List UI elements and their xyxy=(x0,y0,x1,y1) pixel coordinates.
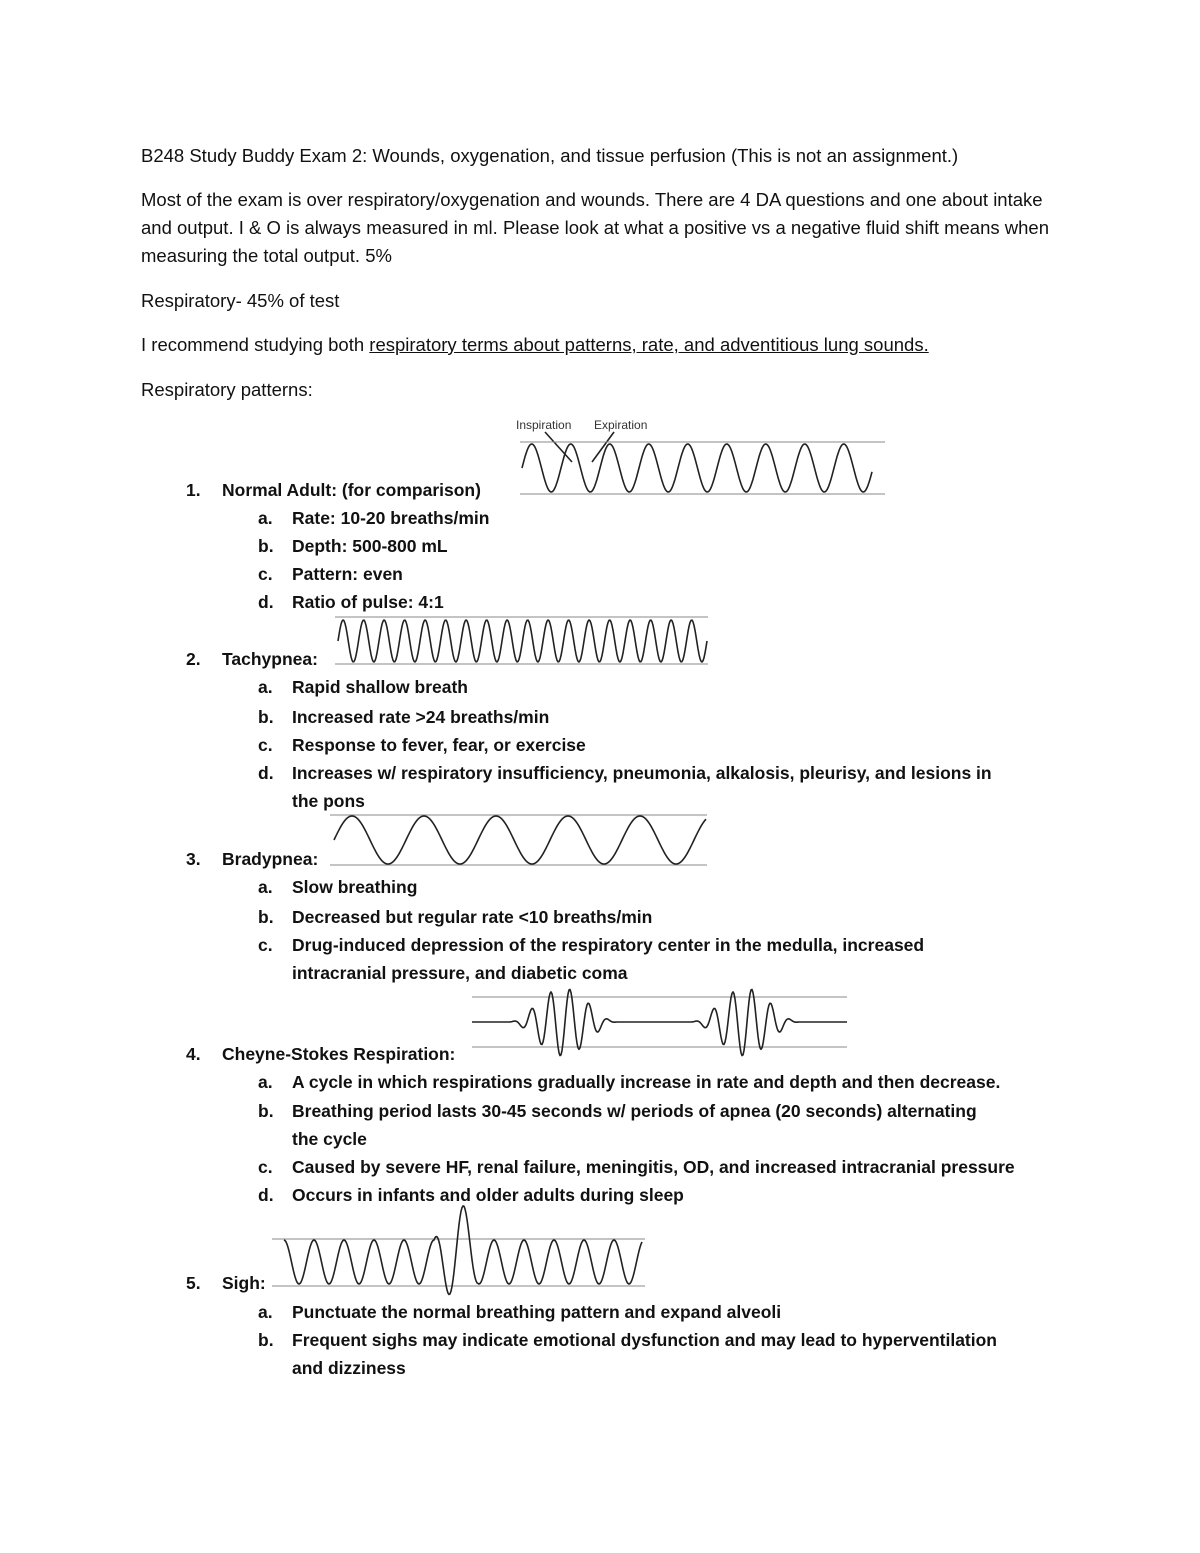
normal-trace xyxy=(522,444,872,492)
tachypnea-trace xyxy=(338,620,707,662)
sigh-trace xyxy=(284,1206,642,1295)
pattern-number: 1. xyxy=(186,480,201,500)
sigh-waveform xyxy=(272,1206,652,1292)
patterns-heading: Respiratory patterns: xyxy=(141,379,313,400)
document-page: B248 Study Buddy Exam 2: Wounds, oxygenation, and tissue perfusion (This is not an assignment.) Most of the exam is over respiratory/oxygenation and wounds. There are 4 DA questions and one about intake and output. I & O is always measured in ml. Please look at what a positive vs a negative fluid shift means when measuring the total output. 5% Respiratory- 45% of test I recommend studying both respiratory terms about patterns, rate, and adventitious lung sounds. Respiratory patterns: 1. Normal Adult: (for comparison) a. Rate: 10-20 breaths/min b. Depth: 500-800 mL c. Pattern: even d. Ratio of pulse: 4:1 2. Tachypnea: a. Rapid shallow breath b. Increased rate >24 breaths/min c. Response to fever, fear, or exercise d. Increases w/ respiratory insufficiency, pneumonia, alkalosis, pleurisy, and lesions in the pons 3. Bradypnea: a. Slow breathing b. Decreased but regular rate <10 breaths/min c. Drug-induced depression of the respiratory center in the medulla, increased intracranial pressure, and diabetic coma 4. Cheyne-Stokes Respiration: a. A cycle in which respirations gradually increase in rate and depth and then decrease. b. Breathing period lasts 30-45 seconds w/ periods of apnea (20 seconds) alternating the cycle c. Caused by severe HF, renal failure, meningitis, OD, and increased intracranial pressure d. Occurs in infants and older adults during sleep 5. Sigh: a. Punctuate the normal breathing pattern and expand alveoli b. Frequent sighs may indicate emotional dysfunction and may lead to hyperventilation and dizziness Inspiration Expiration xyxy=(0,0,1200,1553)
expiration-label: Expiration xyxy=(594,418,648,432)
cheyne-stokes-trace xyxy=(472,990,847,1056)
recommendation-underlined: respiratory terms about patterns, rate, and adventitious lung sounds. xyxy=(369,334,929,355)
study-recommendation xyxy=(141,331,1071,359)
inspiration-label: Inspiration xyxy=(516,418,572,432)
document-title: B248 Study Buddy Exam 2: Wounds, oxygenation, and tissue perfusion (This is not an assignment.) xyxy=(141,145,959,166)
recommendation-prefix: I recommend studying both xyxy=(141,334,370,355)
cheyne-stokes-waveform xyxy=(472,985,852,1065)
respiratory-weight: Respiratory- 45% of test xyxy=(141,290,340,311)
bradypnea-waveform xyxy=(330,810,715,872)
bradypnea-trace xyxy=(334,816,706,864)
tachypnea-waveform xyxy=(335,612,715,672)
intro-paragraph: Most of the exam is over respiratory/oxygenation and wounds. There are 4 DA questions and one about intake and output. I & O is always measured in ml. Please look at what a positive vs a negative fluid shift means when measuring the total output. 5% xyxy=(141,189,1049,266)
pattern-label: Normal Adult: (for comparison) xyxy=(222,480,481,500)
normal-breathing-waveform xyxy=(510,412,890,502)
